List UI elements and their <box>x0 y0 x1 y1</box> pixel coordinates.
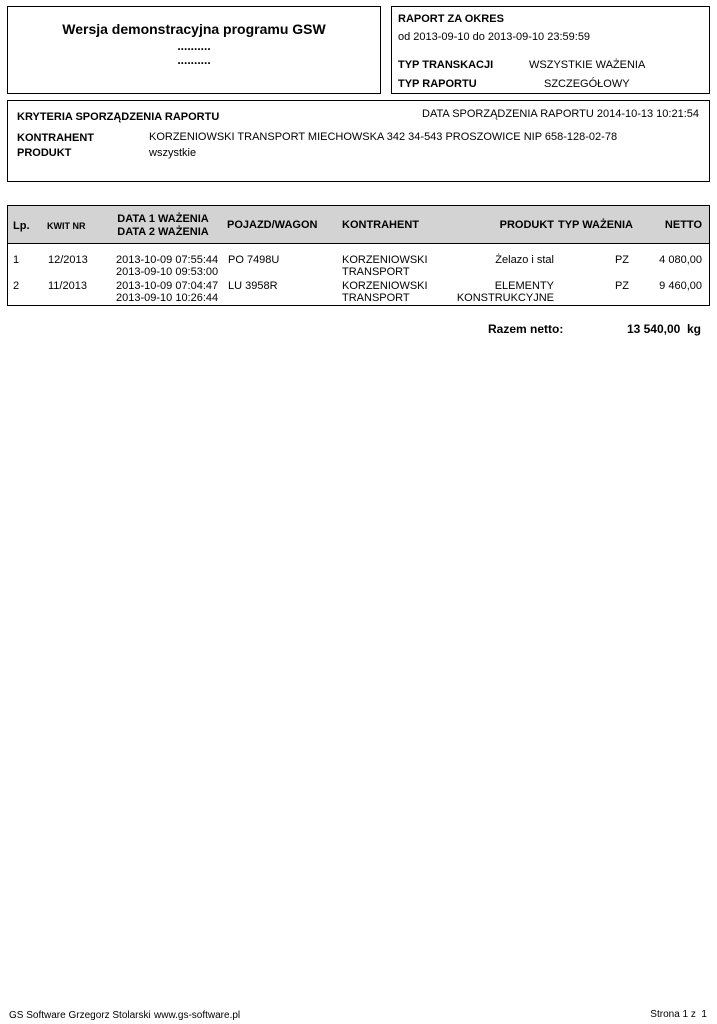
period-label: RAPORT ZA OKRES <box>398 13 504 25</box>
product-label: PRODUKT <box>17 147 72 159</box>
row-type: PZ <box>614 254 629 266</box>
row-vehicle: LU 3958R <box>228 280 278 292</box>
criteria-title: KRYTERIA SPORZĄDZENIA RAPORTU <box>17 111 220 123</box>
col-type: TYP WAŻENIA <box>558 219 633 231</box>
row-lp: 2 <box>13 280 20 292</box>
dots-line-2: .......... <box>177 53 211 67</box>
row-contractor-line1: KORZENIOWSKI <box>342 280 428 292</box>
row-date1: 2013-10-09 07:55:44 <box>116 254 219 266</box>
col-date1: DATA 1 WAŻENIA <box>117 213 209 225</box>
report-type-value: SZCZEGÓŁOWY <box>544 78 630 90</box>
col-vehicle: POJAZD/WAGON <box>227 219 318 231</box>
col-date2: DATA 2 WAŻENIA <box>117 226 209 238</box>
footer-company: GS Software Grzegorz Stolarski <box>9 1010 151 1021</box>
demo-title: Wersja demonstracyjna programu GSW <box>62 21 326 37</box>
row-net: 4 080,00 <box>659 254 702 266</box>
footer-page-number: Strona 1 z 1 <box>650 1009 707 1020</box>
row-kwit: 12/2013 <box>48 254 88 266</box>
period-value: od 2013-09-10 do 2013-09-10 23:59:59 <box>398 31 591 43</box>
row-date1: 2013-10-09 07:04:47 <box>116 280 219 292</box>
report-type-label: TYP RAPORTU <box>398 78 477 90</box>
table-header <box>7 205 710 244</box>
table-row <box>8 276 709 302</box>
row-product-line1: Żelazo i stal <box>495 254 554 266</box>
contractor-label: KONTRAHENT <box>17 132 94 144</box>
col-contractor: KONTRAHENT <box>342 219 419 231</box>
total-net-label: Razem netto: <box>488 322 564 336</box>
row-lp: 1 <box>13 254 20 266</box>
contractor-value: KORZENIOWSKI TRANSPORT MIECHOWSKA 342 34-543 PROSZOWICE NIP 658-128-02-78 <box>149 131 618 143</box>
report-criteria-box <box>7 100 710 182</box>
table-row <box>8 250 709 276</box>
col-product: PRODUKT <box>499 219 554 231</box>
row-net: 9 460,00 <box>659 280 702 292</box>
table-body <box>7 244 710 306</box>
transaction-type-value: WSZYSTKIE WAŻENIA <box>529 59 646 71</box>
dots-line-1: .......... <box>177 39 211 53</box>
footer-website[interactable]: www.gs-software.pl <box>154 1010 241 1021</box>
report-period-box <box>391 6 710 94</box>
row-kwit: 11/2013 <box>48 280 87 292</box>
row-contractor-line1: KORZENIOWSKI <box>342 254 428 266</box>
report-date: DATA SPORZĄDZENIA RAPORTU 2014-10-13 10:21:54 <box>422 108 699 120</box>
row-date2: 2013-09-10 10:26:44 <box>116 292 219 304</box>
row-type: PZ <box>614 280 629 292</box>
row-contractor-line2: TRANSPORT <box>342 292 410 304</box>
row-product-line1: ELEMENTY <box>494 280 554 292</box>
row-date2: 2013-09-10 09:53:00 <box>116 266 219 278</box>
product-value: wszystkie <box>149 147 197 159</box>
row-product-line2: KONSTRUKCYJNE <box>456 292 554 304</box>
col-net: NETTO <box>664 219 702 231</box>
demo-header-box <box>7 6 381 94</box>
col-lp: Lp. <box>13 220 30 232</box>
col-kwit: KWIT NR <box>47 221 86 231</box>
total-net-value: 13 540,00 kg <box>626 322 701 336</box>
row-contractor-line2: TRANSPORT <box>342 266 410 278</box>
transaction-type-label: TYP TRANSKACJI <box>398 59 494 71</box>
row-vehicle: PO 7498U <box>228 254 280 266</box>
